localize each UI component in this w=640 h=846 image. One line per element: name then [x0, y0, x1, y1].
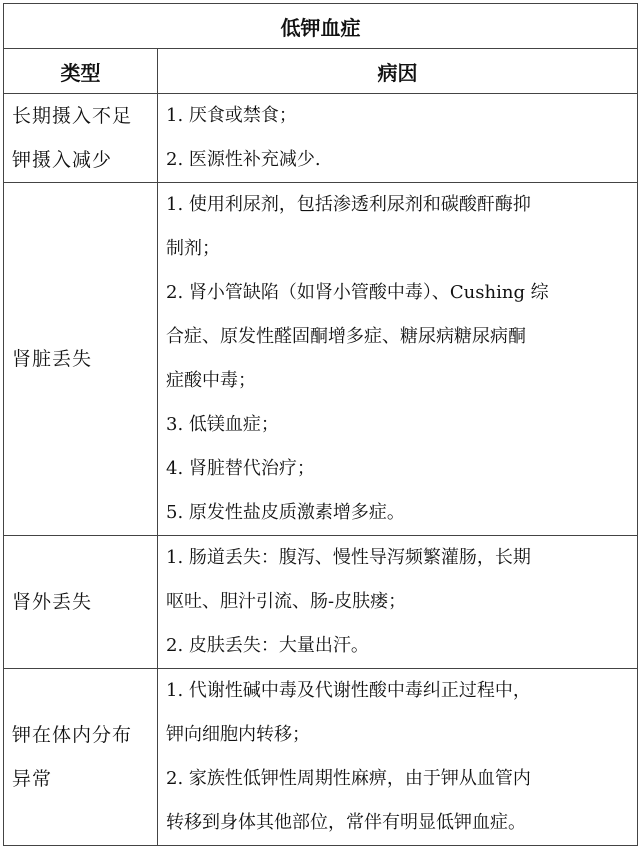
cause-line: 合症、原发性醛固酮增多症、糖尿病糖尿病酮 — [166, 326, 526, 347]
cause-line: 症酸中毒； — [166, 370, 256, 391]
type-line: 肾外丢失 — [12, 591, 93, 613]
cause-line: 1. 厌食或禁食； — [166, 105, 297, 126]
cause-line: 1. 肠道丢失：腹泻、慢性导泻频繁灌肠，长期 — [166, 547, 531, 568]
cause-line: 2. 医源性补充减少. — [166, 149, 321, 170]
cause-line: 呕吐、胆汁引流、肠-皮肤瘘； — [166, 591, 407, 612]
header-row — [4, 49, 638, 94]
cause-cell — [158, 669, 638, 846]
type-line: 异常 — [12, 768, 53, 790]
type-cell — [4, 183, 158, 536]
cause-cell — [158, 536, 638, 669]
cause-line: 4. 肾脏替代治疗； — [166, 458, 315, 479]
table-title: 低钾血症 — [4, 4, 638, 49]
type-line: 钾在体内分布 — [12, 724, 133, 746]
table-row — [4, 536, 638, 669]
cause-line: 制剂； — [166, 238, 220, 259]
title-row — [4, 4, 638, 49]
cause-line: 5. 原发性盐皮质激素增多症。 — [166, 502, 405, 523]
cause-line: 钾向细胞内转移； — [166, 724, 310, 745]
cause-line: 3. 低镁血症； — [166, 414, 279, 435]
column-header-type: 类型 — [4, 49, 158, 94]
cause-cell — [158, 183, 638, 536]
table-row — [4, 94, 638, 183]
type-cell — [4, 669, 158, 846]
table-row — [4, 669, 638, 846]
type-line: 钾摄入减少 — [12, 149, 113, 171]
table-row — [4, 183, 638, 536]
cause-line: 2. 肾小管缺陷（如肾小管酸中毒）、Cushing 综 — [166, 282, 549, 303]
type-line: 肾脏丢失 — [12, 348, 93, 370]
cause-cell — [158, 94, 638, 183]
type-cell — [4, 94, 158, 183]
column-header-cause: 病因 — [158, 49, 638, 94]
cause-line: 转移到身体其他部位，常伴有明显低钾血症。 — [166, 812, 526, 833]
cause-line: 1. 使用利尿剂，包括渗透利尿剂和碳酸酐酶抑 — [166, 194, 531, 215]
type-line: 长期摄入不足 — [12, 105, 133, 127]
cause-line: 1. 代谢性碱中毒及代谢性酸中毒纠正过程中， — [166, 680, 531, 701]
cause-line: 2. 皮肤丢失：大量出汗。 — [166, 635, 369, 656]
type-cell — [4, 536, 158, 669]
cause-line: 2. 家族性低钾性周期性麻痹，由于钾从血管内 — [166, 768, 531, 789]
hypokalemia-table — [3, 3, 638, 846]
